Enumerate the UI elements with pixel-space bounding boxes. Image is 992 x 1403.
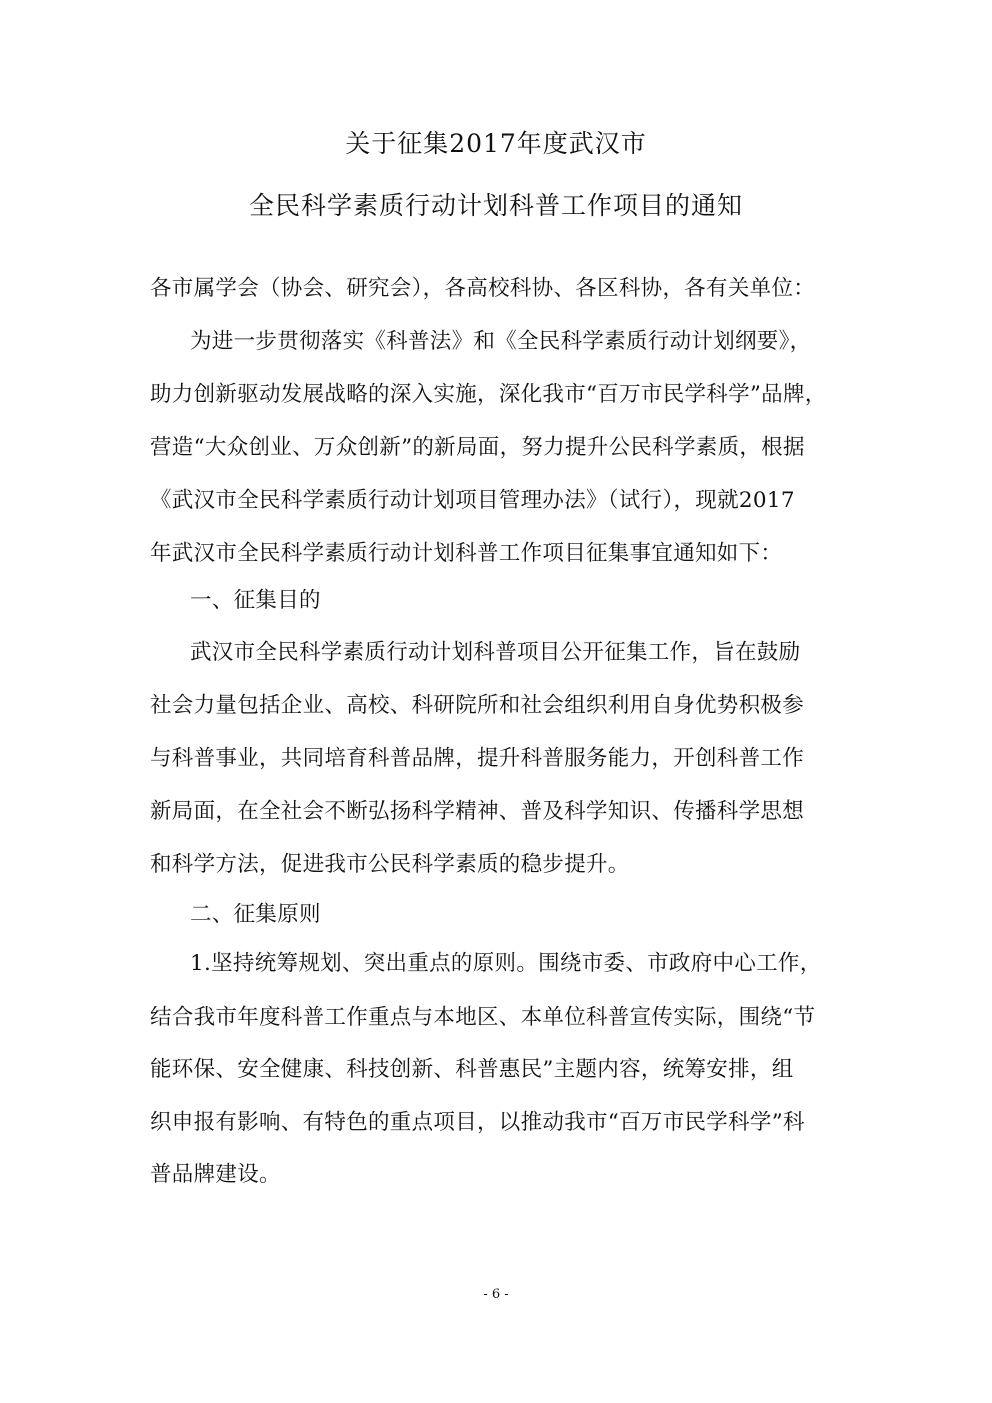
page-number: - 6 - [483,1287,509,1302]
section-heading-principles: 二、征集原则 [190,902,321,927]
section-1-line: 新局面，在全社会不断弘扬科学精神、普及科学知识、传播科学思想 [150,799,805,824]
intro-line: 为进一步贯彻落实《科普法》和《全民科学素质行动计划纲要》， [190,329,812,354]
intro-line: 《武汉市全民科学素质行动计划项目管理办法》（试行），现就2017 [150,488,795,513]
section-1-line: 和科学方法，促进我市公民科学素质的稳步提升。 [150,852,630,877]
salutation: 各市属学会（协会、研究会），各高校科协、各区科协，各有关单位： [150,276,816,301]
section-1-line: 社会力量包括企业、高校、科研院所和社会组织利用自身优势积极参 [150,693,805,718]
intro-line: 营造“大众创业、万众创新”的新局面，努力提升公民科学素质，根据 [150,435,805,460]
intro-line: 助力创新驱动发展战略的深入实施，深化我市“百万市民学科学”品牌， [150,382,827,407]
document-title-line-1: 关于征集2017年度武汉市 [345,129,647,158]
section-2-line: 1.坚持统筹规划、突出重点的原则。围绕市委、市政府中心工作， [190,951,822,976]
section-2-line: 织申报有影响、有特色的重点项目，以推动我市“百万市民学科学”科 [150,1110,805,1135]
section-1-line: 与科普事业，共同培育科普品牌，提升科普服务能力，开创科普工作 [150,746,805,771]
section-1-line: 武汉市全民科学素质行动计划科普项目公开征集工作，旨在鼓励 [190,640,801,665]
document-title-line-2: 全民科学素质行动计划科普工作项目的通知 [248,191,743,220]
section-2-line: 普品牌建设。 [150,1162,281,1187]
intro-line: 年武汉市全民科学素质行动计划科普工作项目征集事宜通知如下： [150,541,783,566]
section-2-line: 能环保、安全健康、科技创新、科普惠民”主题内容，统筹安排，组 [150,1057,794,1082]
section-heading-purpose: 一、征集目的 [190,588,321,613]
section-2-line: 结合我市年度科普工作重点与本地区、本单位科普宣传实际，围绕“节 [150,1005,816,1030]
